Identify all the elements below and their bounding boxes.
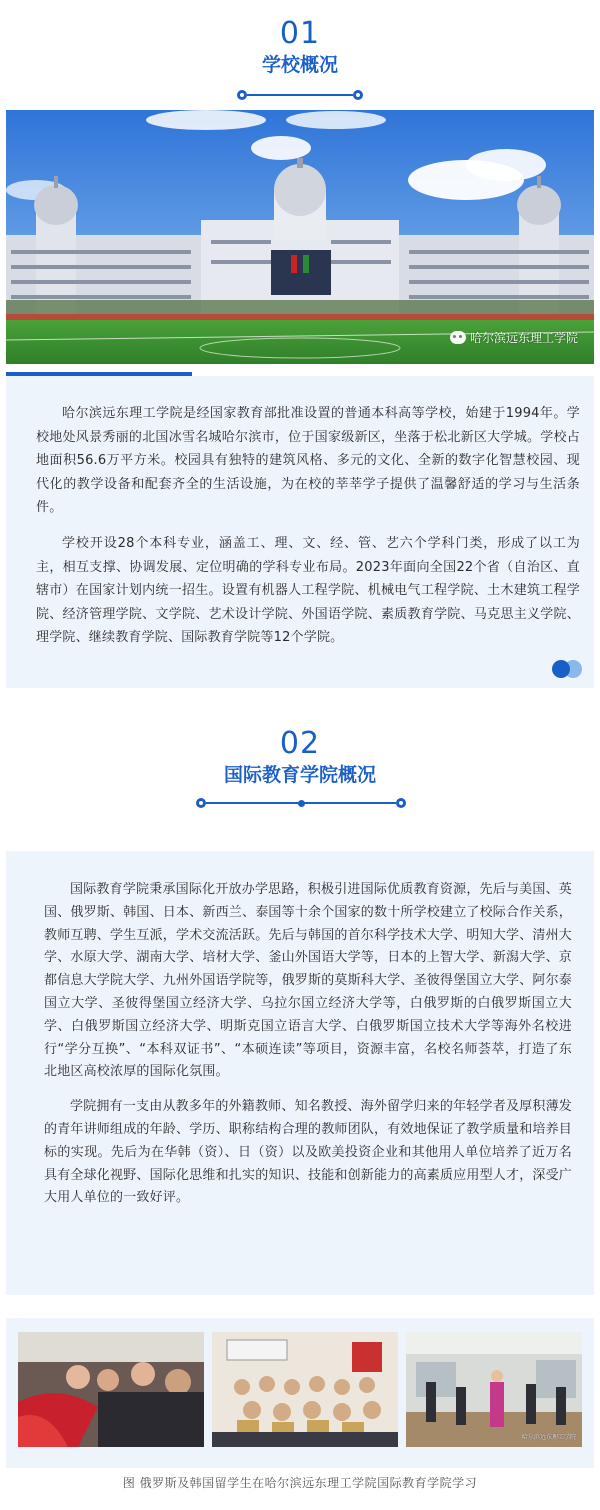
wechat-icon [450, 331, 466, 344]
photo-caption: 图 俄罗斯及韩国留学生在哈尔滨远东理工学院国际教育学院学习 [122, 1476, 478, 1490]
student-photo-1 [18, 1332, 204, 1447]
divider-dot-icon [396, 798, 406, 808]
school-overview-paragraph: 学校开设28个本科专业，涵盖工、理、文、经、管、艺六个学科门类，形成了以工为主，相互支撑、协调发展、定位明确的学科专业布局。2023年面向全国22个省（自治区、直辖市）在国家计划内统一招生。设置有机器人工程学院、机械电气工程学院、土木建筑工程学院、经济管理学院、文学院、艺术设计学院、外国语学院、素质教育学院、马克思主义学院、理学院、继续教育学院、国际教育学院等12个学院。 [36, 535, 580, 646]
image-watermark [450, 329, 578, 346]
divider-dot-icon [196, 798, 206, 808]
section-2-title: 国际教育学院概况 [223, 764, 376, 786]
section-2-number: 02 [279, 726, 321, 761]
international-college-paragraph: 国际教育学院秉承国际化开放办学思路，积极引进国际优质教育资源，先后与美国、英国、俄罗斯、韩国、日本、新西兰、泰国等十余个国家的数十所学校建立了校际合作关系，教师互聘、学生互派，学术交流活跃。先后与韩国的首尔科学技术大学、明知大学、清州大学、水原大学、湖南大学、培材大学、釜山外国语大学等，日本的上智大学、新潟大学、京都信息大学院大学、九州外国语学院等，俄罗斯的莫斯科大学、圣彼得堡国立大学、阿尔泰国立大学、圣彼得堡国立经济大学、乌拉尔国立经济大学等，白俄罗斯的白俄罗斯国立大学、白俄罗斯国立经济大学、明斯克国立语言大学、白俄罗斯国立技术大学等海外名校进行“学分互换”、“本科双证书”、“本硕连读”等项目，资源丰富，名校名师荟萃，打造了东北地区高校浓厚的国际化氛围。 [44, 882, 573, 1080]
section-2-divider [196, 796, 406, 810]
international-college-panel [6, 851, 594, 1295]
toggle-dots-icon [552, 660, 582, 678]
section-1-title: 学校概况 [261, 54, 338, 76]
school-overview-paragraph: 哈尔滨远东理工学院是经国家教育部批准设置的普通本科高等学校，始建于1994年。学校地处风景秀丽的北国冰雪名城哈尔滨市，位于国家级新区，坐落于松北新区大学城。学校占地面积56.6万平方米。校园具有独特的建筑风格、多元的文化、全新的数字化智慧校园、现代化的教学设备和配套齐全的生活设施，为在校的莘莘学子提供了温馨舒适的学习与生活条件。 [36, 406, 580, 516]
student-photo-strip [6, 1318, 594, 1468]
student-photo-3 [406, 1332, 582, 1447]
international-college-paragraph: 学院拥有一支由从教多年的外籍教师、知名教授、海外留学归来的年轻学者及厚积薄发的青年讲师组成的年龄、学历、职称结构合理的教师团队，有效地保证了教学质量和培养目标的实现。先后为在华韩（资）、日（资）以及欧美投资企业和其他用人单位培养了近万名具有全球化视野、国际化思维和扎实的知识、技能和创新能力的高素质应用型人才，深受广大用人单位的一致好评。 [44, 1099, 573, 1206]
school-overview-panel [6, 376, 594, 688]
photo-watermark: 哈尔滨远东理工学院 [521, 1434, 576, 1441]
divider-dot-icon [237, 90, 247, 100]
divider-dot-icon [353, 90, 363, 100]
campus-photo [6, 110, 594, 364]
section-1-heading [0, 18, 600, 78]
watermark-text: 哈尔滨远东理工学院 [469, 331, 578, 345]
section-2-heading [0, 728, 600, 788]
divider-dot-icon [298, 800, 305, 807]
student-photo-2 [212, 1332, 398, 1447]
section-1-number: 01 [279, 16, 321, 51]
section-1-divider [237, 88, 363, 102]
